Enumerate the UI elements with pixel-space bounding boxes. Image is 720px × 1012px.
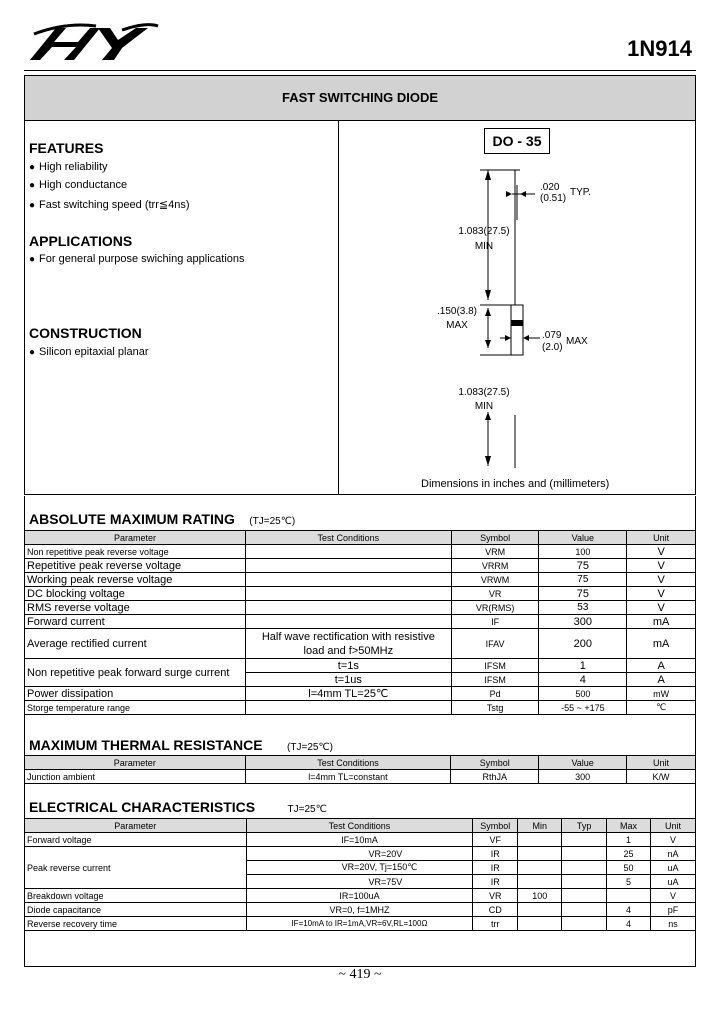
cell-parameter: Non repetitive peak forward surge current <box>25 659 246 687</box>
cell-condition: VR=75V <box>246 875 473 889</box>
col-header: Max <box>607 819 651 833</box>
cell-parameter: Forward voltage <box>25 833 247 847</box>
cell-symbol: VRM <box>451 545 539 559</box>
cell-symbol: VR <box>473 889 518 903</box>
cell-condition <box>245 559 451 573</box>
cell-unit: V <box>627 559 696 573</box>
table-row <box>25 770 696 784</box>
electrical-note: TJ=25℃ <box>287 804 327 815</box>
cell-condition: t=1us <box>245 673 451 687</box>
dim-body-len-note: MAX <box>446 320 468 331</box>
cell-min <box>518 847 562 861</box>
dim-body-dia: .079 <box>542 330 562 341</box>
abs-max-title: ABSOLUTE MAXIMUM RATING <box>29 511 235 527</box>
cell-unit: V <box>627 601 696 615</box>
cell-value: 75 <box>539 587 627 601</box>
cell-value: 200 <box>539 629 627 659</box>
cell-condition: VR=20V, Tj=150℃ <box>246 861 473 875</box>
cell-unit: mA <box>627 615 696 629</box>
cell-condition: IF=10mA <box>246 833 473 847</box>
cell-parameter: Junction ambient <box>25 770 246 784</box>
cell-parameter: Peak reverse current <box>25 847 247 889</box>
cell-unit: V <box>627 545 696 559</box>
cell-max: 4 <box>607 903 651 917</box>
table-row <box>25 687 696 701</box>
table-row <box>25 587 696 601</box>
table-row <box>25 889 696 903</box>
cell-parameter: Storge temperature range <box>25 701 246 715</box>
cell-unit: K/W <box>627 770 696 784</box>
page-title: FAST SWITCHING DIODE <box>24 75 696 121</box>
dim-body-dia-mm: (2.0) <box>542 342 563 353</box>
cell-max: 1 <box>607 833 651 847</box>
cell-typ <box>562 847 607 861</box>
cell-condition-line: load and f>50MHz <box>303 644 394 657</box>
cell-min <box>518 917 562 931</box>
cell-unit: mA <box>627 629 696 659</box>
cell-typ <box>562 861 607 875</box>
cell-parameter: Working peak reverse voltage <box>25 573 246 587</box>
table-header-row <box>25 819 696 833</box>
cell-unit: ℃ <box>627 701 696 715</box>
cell-parameter: Non repetitive peak reverse voltage <box>25 545 246 559</box>
col-header: Min <box>518 819 562 833</box>
col-header: Typ <box>562 819 607 833</box>
cell-symbol: VRRM <box>451 559 539 573</box>
cell-parameter: Breakdown voltage <box>25 889 247 903</box>
thermal-heading <box>29 737 333 755</box>
cell-value: 100 <box>539 545 627 559</box>
col-header: Test Conditions <box>245 756 451 770</box>
cell-value: 300 <box>539 770 627 784</box>
page-number: ~ 419 ~ <box>338 967 382 982</box>
cell-symbol: IR <box>473 861 518 875</box>
cell-symbol: VR <box>451 587 539 601</box>
cell-symbol: VR(RMS) <box>451 601 539 615</box>
thermal-title: MAXIMUM THERMAL RESISTANCE <box>29 737 263 753</box>
cell-unit: ns <box>651 917 696 931</box>
table-row <box>25 573 696 587</box>
cell-parameter: Repetitive peak reverse voltage <box>25 559 246 573</box>
cell-symbol: VF <box>473 833 518 847</box>
cell-value: 500 <box>539 687 627 701</box>
cell-min: 100 <box>518 889 562 903</box>
cell-condition <box>245 545 451 559</box>
dim-lead-len-bot: 1.083(27.5) <box>458 387 510 398</box>
col-header: Unit <box>651 819 696 833</box>
cell-unit: V <box>651 889 696 903</box>
cell-symbol: IR <box>473 847 518 861</box>
dim-lead-dia-mm: (0.51) <box>540 193 567 204</box>
cell-condition: VR=20V <box>246 847 473 861</box>
col-header: Symbol <box>451 531 539 545</box>
hy-logo <box>26 20 161 62</box>
cell-value: -55 ~ +175 <box>539 701 627 715</box>
cell-typ <box>562 889 607 903</box>
dim-lead-dia-note: TYP. <box>570 187 591 198</box>
part-number: 1N914 <box>627 36 692 61</box>
package-name: DO - 35 <box>484 128 550 154</box>
cell-condition <box>245 615 451 629</box>
table-row <box>25 559 696 573</box>
cell-symbol: CD <box>473 903 518 917</box>
cell-condition: l=4mm TL=constant <box>245 770 451 784</box>
cell-unit: pF <box>651 903 696 917</box>
cell-symbol: RthJA <box>451 770 539 784</box>
dim-lead-dia: .020 <box>540 182 560 193</box>
col-header: Test Conditions <box>245 531 451 545</box>
cell-value: 53 <box>539 601 627 615</box>
dim-body-dia-note: MAX <box>566 336 588 347</box>
cell-max: 25 <box>607 847 651 861</box>
features-heading: FEATURES <box>29 140 104 156</box>
cell-unit: V <box>627 573 696 587</box>
cell-unit: nA <box>651 847 696 861</box>
cell-unit: V <box>627 587 696 601</box>
feature-item: ● High conductance <box>29 179 127 191</box>
cell-unit: A <box>627 659 696 673</box>
cell-parameter: Power dissipation <box>25 687 246 701</box>
table-row <box>25 917 696 931</box>
cell-condition <box>245 701 451 715</box>
application-item: ● For general purpose swiching applications <box>29 253 245 265</box>
cell-condition <box>245 573 451 587</box>
cell-condition-line: Half wave rectification with resistive <box>261 630 435 643</box>
cell-typ <box>562 917 607 931</box>
col-header: Unit <box>627 756 696 770</box>
dim-lead-len-top: 1.083(27.5) <box>458 226 510 237</box>
cell-typ <box>562 833 607 847</box>
cell-unit: A <box>627 673 696 687</box>
cell-unit: V <box>651 833 696 847</box>
col-header: Parameter <box>25 819 247 833</box>
table-row <box>25 545 696 559</box>
cell-max <box>607 889 651 903</box>
dim-lead-len-top-note: MIN <box>474 241 494 252</box>
cell-value: 75 <box>539 573 627 587</box>
cell-min <box>518 861 562 875</box>
cell-symbol: VRWM <box>451 573 539 587</box>
construction-item: ● Silicon epitaxial planar <box>29 346 149 358</box>
cell-min <box>518 875 562 889</box>
cell-condition: l=4mm TL=25℃ <box>245 687 451 701</box>
col-header: Value <box>539 531 627 545</box>
cell-symbol: IFSM <box>451 673 539 687</box>
cell-condition <box>245 629 451 659</box>
applications-heading: APPLICATIONS <box>29 233 133 249</box>
cell-max: 4 <box>607 917 651 931</box>
abs-max-heading <box>29 511 295 529</box>
cell-value: 1 <box>539 659 627 673</box>
construction-heading: CONSTRUCTION <box>29 325 142 341</box>
abs-max-table <box>24 530 696 715</box>
table-row <box>25 659 696 673</box>
table-row <box>25 615 696 629</box>
cell-max: 50 <box>607 861 651 875</box>
col-header: Parameter <box>25 531 246 545</box>
cell-symbol: Pd <box>451 687 539 701</box>
electrical-title: ELECTRICAL CHARACTERISTICS <box>29 799 256 815</box>
cell-symbol: IR <box>473 875 518 889</box>
cell-condition: VR=0, f=1MHZ <box>246 903 473 917</box>
cell-symbol: Tstg <box>451 701 539 715</box>
cell-condition: IR=100uA <box>246 889 473 903</box>
feature-item: ● Fast switching speed (trr≦4ns) <box>29 198 189 211</box>
dim-body-len: .150(3.8) <box>436 306 478 317</box>
abs-max-note: (TJ=25℃) <box>249 516 296 527</box>
table-row <box>25 601 696 615</box>
table-row <box>25 847 696 861</box>
cell-parameter: Average rectified current <box>25 629 246 659</box>
table-row <box>25 701 696 715</box>
cell-max: 5 <box>607 875 651 889</box>
feature-item: ● High reliability <box>29 161 108 173</box>
cell-min <box>518 833 562 847</box>
cell-typ <box>562 903 607 917</box>
cell-min <box>518 903 562 917</box>
cell-unit: uA <box>651 861 696 875</box>
cell-condition <box>245 587 451 601</box>
thermal-note: (TJ=25℃) <box>287 742 334 753</box>
cell-parameter: Forward current <box>25 615 246 629</box>
cell-parameter: DC blocking voltage <box>25 587 246 601</box>
cell-parameter: Reverse recovery time <box>25 917 247 931</box>
table-header-row <box>25 756 696 770</box>
col-header: Test Conditions <box>246 819 473 833</box>
cell-unit: uA <box>651 875 696 889</box>
cell-symbol: IFAV <box>451 629 539 659</box>
electrical-table <box>24 818 696 931</box>
cell-symbol: IFSM <box>451 659 539 673</box>
cell-parameter: RMS reverse voltage <box>25 601 246 615</box>
col-header: Parameter <box>25 756 246 770</box>
thermal-table <box>24 755 696 784</box>
col-header: Symbol <box>473 819 518 833</box>
table-row <box>25 833 696 847</box>
cell-value: 4 <box>539 673 627 687</box>
col-header: Symbol <box>451 756 539 770</box>
table-header-row <box>25 531 696 545</box>
cell-typ <box>562 875 607 889</box>
header-rule <box>24 70 696 71</box>
cell-value: 75 <box>539 559 627 573</box>
electrical-heading <box>29 799 327 817</box>
cell-value: 300 <box>539 615 627 629</box>
col-header: Value <box>539 756 627 770</box>
cell-condition: IF=10mA to IR=1mA,VR=6V,RL=100Ω <box>246 917 473 931</box>
table-row <box>25 903 696 917</box>
cell-condition <box>245 601 451 615</box>
cell-symbol: IF <box>451 615 539 629</box>
dimensions-caption: Dimensions in inches and (millimeters) <box>421 478 610 490</box>
package-outline-drawing <box>340 150 690 480</box>
cell-unit: mW <box>627 687 696 701</box>
dim-lead-len-bot-note: MIN <box>474 401 494 412</box>
cell-parameter: Diode capacitance <box>25 903 247 917</box>
cell-condition: t=1s <box>245 659 451 673</box>
table-row <box>25 629 696 659</box>
col-header: Unit <box>627 531 696 545</box>
cell-symbol: trr <box>473 917 518 931</box>
panel-divider <box>338 121 339 495</box>
